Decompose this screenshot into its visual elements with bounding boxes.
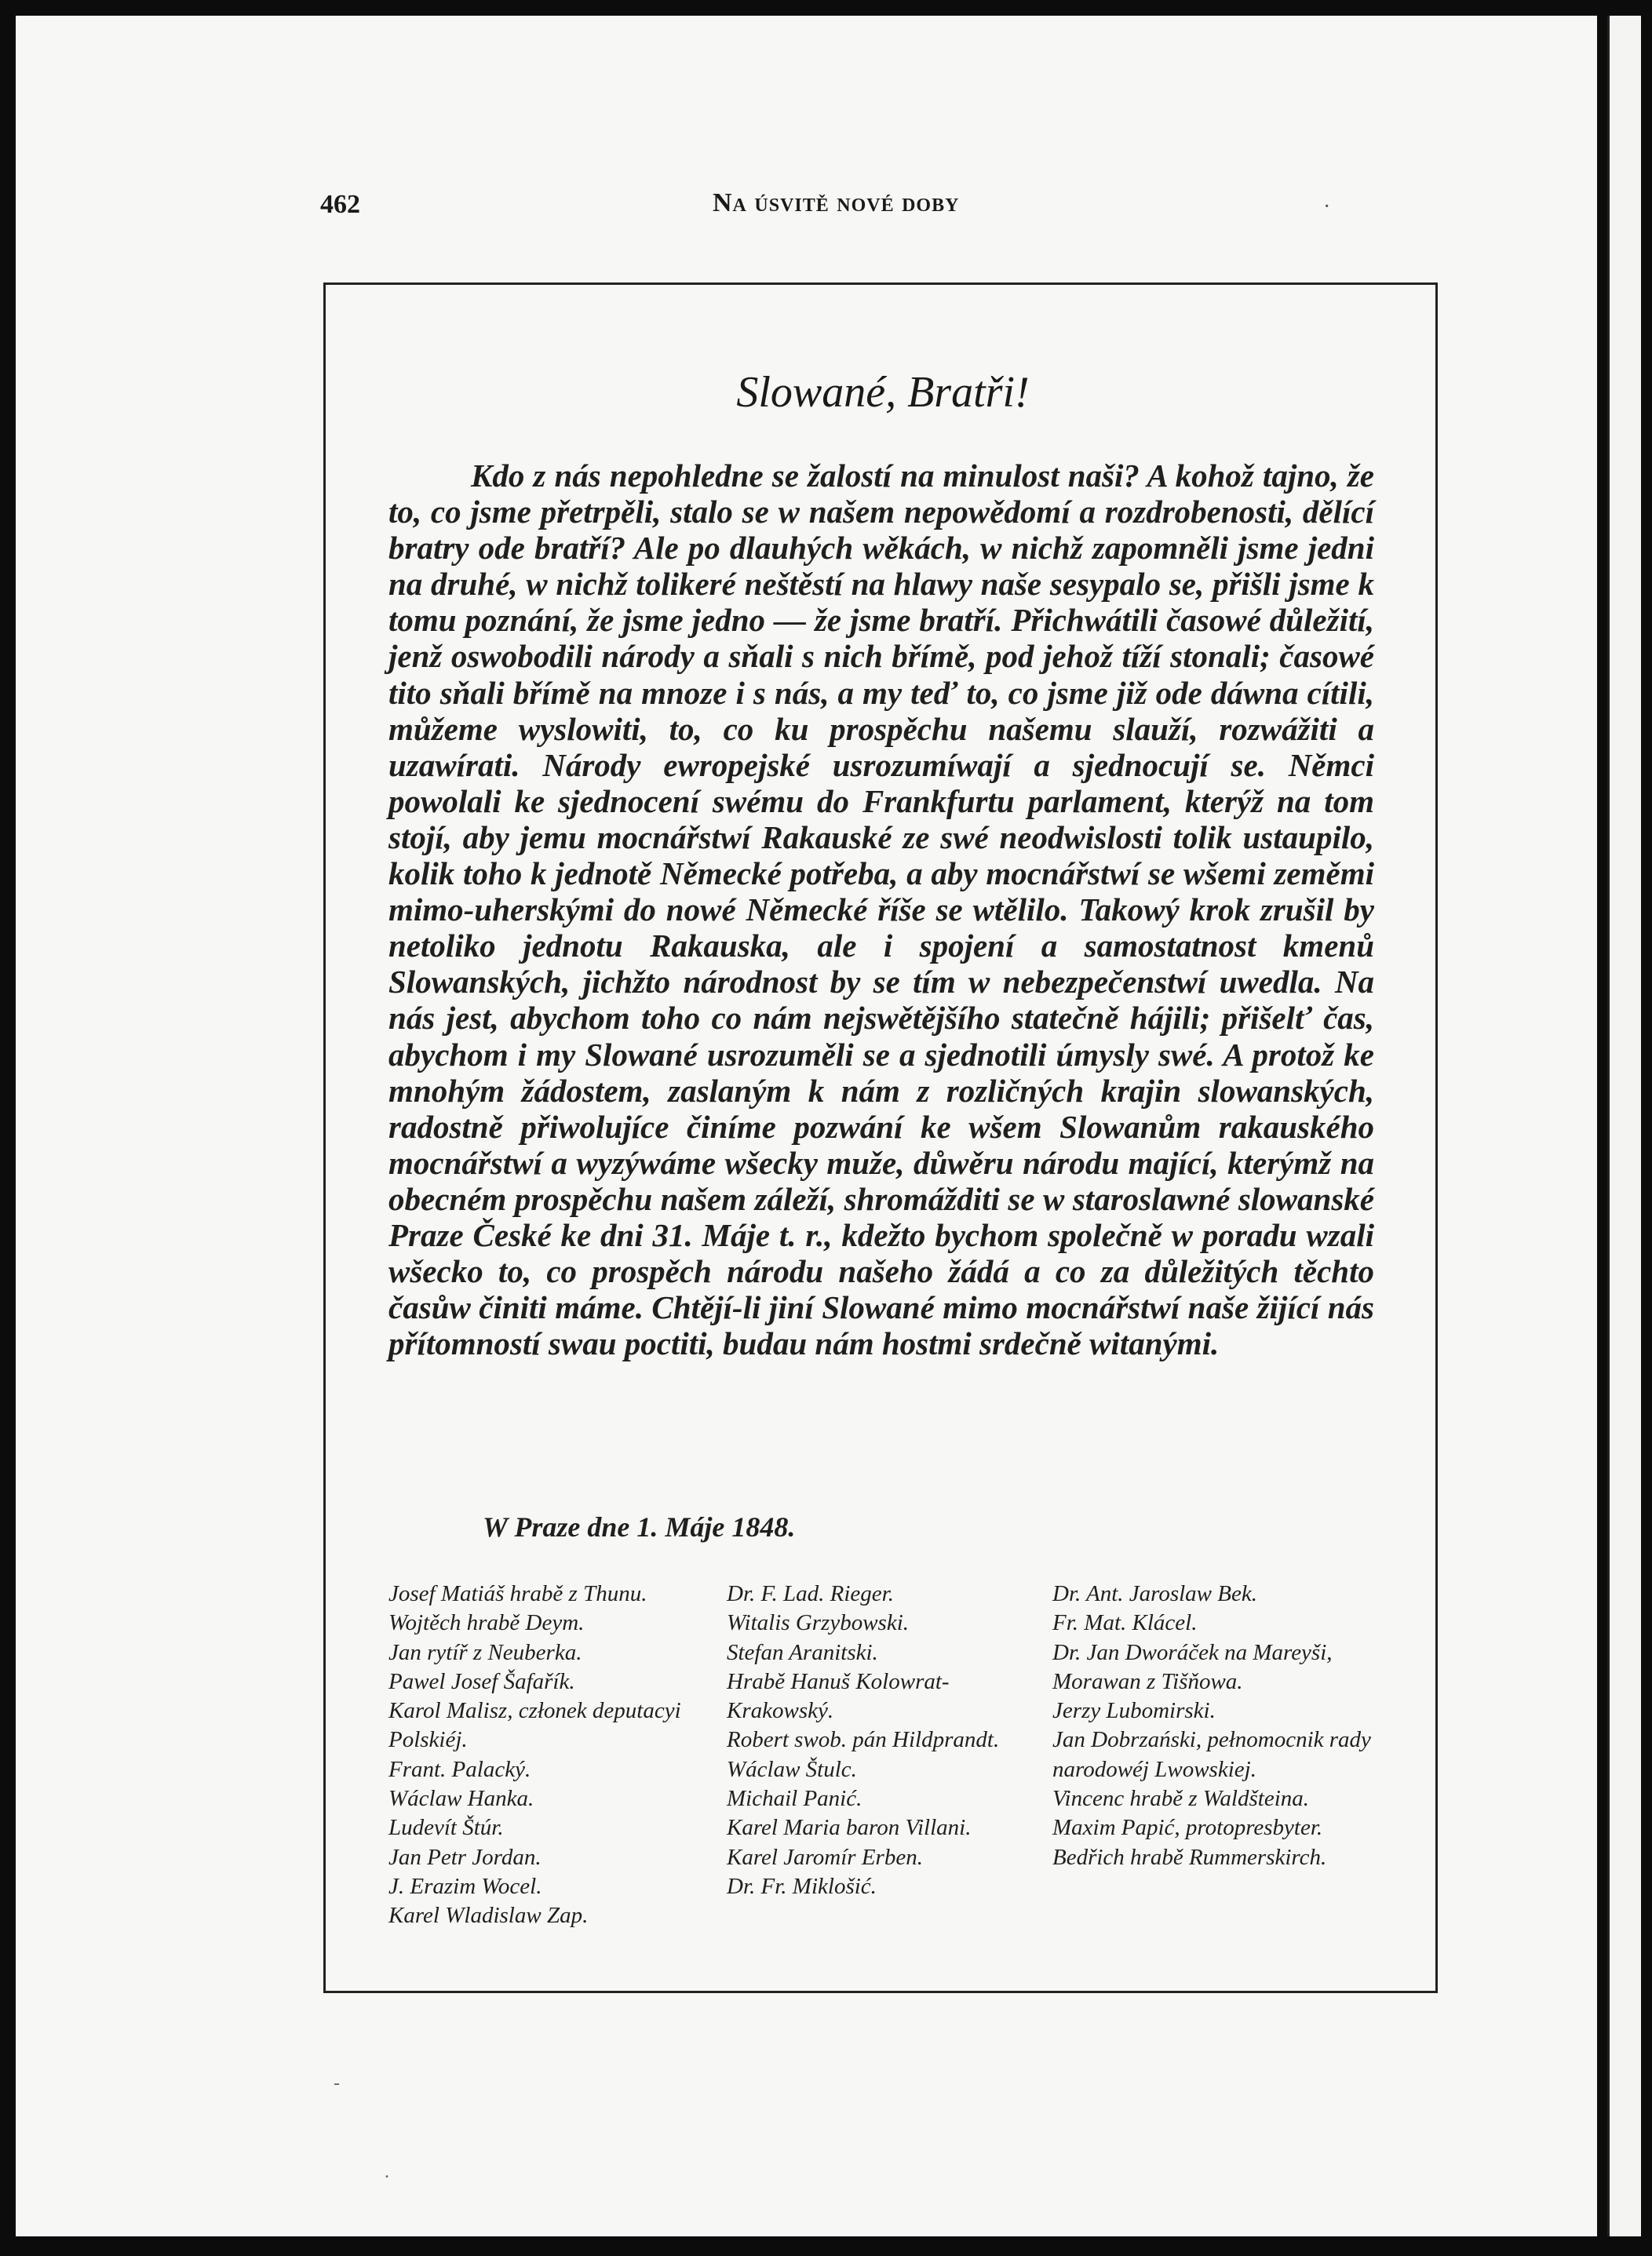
signatory: Josef Matiáš hrabě z Thunu. (388, 1581, 647, 1606)
decorative-dot: · (1323, 195, 1331, 219)
signatory: Michail Panić. (727, 1786, 862, 1812)
book-page (16, 16, 1597, 2236)
dateline: W Praze dne 1. Máje 1848. (483, 1511, 796, 1543)
signatories-column-1 (388, 1580, 709, 1931)
proclamation-frame (323, 282, 1438, 1993)
signatories-column-3 (1052, 1580, 1385, 1931)
signatory: Wáclaw Hanka. (388, 1786, 534, 1812)
signatory: Wojtěch hrabě Deym. (388, 1610, 585, 1636)
signatory: Maxim Papić, protopresbyter. (1052, 1815, 1323, 1841)
signatory: Wáclaw Štulc. (727, 1756, 857, 1782)
signatory: Frant. Palacký. (388, 1756, 531, 1782)
signatory: Vincenc hrabě z Waldšteina. (1052, 1786, 1310, 1812)
signatories (388, 1580, 1385, 1931)
signatory: Hrabě Hanuš Kolowrat-Krakowský. (727, 1668, 950, 1724)
signatory: J. Erazim Wocel. (388, 1873, 542, 1899)
signatory: Jan Petr Jordan. (388, 1844, 542, 1870)
signatory: Jerzy Lubomirski. (1052, 1698, 1216, 1724)
signatory: Dr. Fr. Miklošić. (727, 1873, 877, 1899)
signatory: Karel Wladislaw Zap. (388, 1903, 589, 1929)
signatory: Witalis Grzybowski. (727, 1610, 910, 1636)
signatory: Stefan Aranitski. (727, 1639, 878, 1665)
proclamation-heading: Slowané, Bratři! (736, 368, 1030, 417)
proclamation-body: Kdo z nás nepohledne se žalostí na minulost naši? A kohož tajno, že to, co jsme přetrpěli, stalo se w našem nepowědomí a rozdrobenosti, dělící bratry ode bratří? Ale po dlauhých wěkách, w nichž zapomněli jsme jedni na druhé, w nichž tolikeré neštěstí na hlawy naše sesypalo se, přišli jsme k tomu poznání, že jsme jedno — že jsme bratří. Přichwátili časowé důležití, jenž oswobodili národy a sňali s nich břímě, pod jehož tíží stonali; časowé tito sňali břímě na mnoze i s nás, a my teď to, co jsme již ode dáwna cítili, můžeme wyslowiti, to, co ku prospěchu našemu slauží, rozwážiti a uzawírati. Národy ewropejské usrozumíwají a sjednocují se. Němci powolali ke sjednocení swému do Frankfurtu parlament, kterýž na tom stojí, aby jemu mocnářstwí Rakauské ze swé neodwislosti tolik ustaupilo, kolik toho k jednotě Německé potřeba, a aby mocnářstwí se wšemi zeměmi mimo-uherskými do nowé Německé říše se wtělilo. Takowý krok zrušil by netoliko jednotu Rakauska, ale i spojení a samostatnost kmenů Slowanských, jichžto národnost by se tím w nebezpečenstwí uwedla. Na nás jest, abychom toho co nám nejswětějšího statečně hájili; přišelť čas, abychom i my Slowané usrozuměli se a sjednotili úmysly swé. A protož ke mnohým žádostem, zaslaným k nám z rozličných krajin slowanských, radostně přiwolujíce činíme pozwání ke wšem Slowanům rakauského mocnářstwí a wyzýwáme wšecky muže, důwěru národu mající, kterýmž na obecném prospěchu našem záleží, shromážditi se w staroslawné slowanské Praze České ke dni 31. Máje t. r., kdežto bychom společně w poradu wzali wšecko to, co prospěch národu našeho žádá a co za důležitých těchto časůw činiti máme. Chtějí-li jiní Slowané mimo mocnářstwí naše žijící nás přítomností swau poctiti, budau nám hostmi srdečně witanými. (388, 457, 1374, 1362)
signatory: Fr. Mat. Klácel. (1052, 1610, 1198, 1636)
signatory: Robert swob. pán Hildprandt. (727, 1727, 1000, 1753)
running-title: Na úsvitě nové doby (713, 188, 960, 217)
scan-speck: - (334, 2073, 340, 2094)
signatory: Dr. Ant. Jaroslaw Bek. (1052, 1581, 1257, 1606)
signatory: Karel Jaromír Erben. (727, 1844, 923, 1870)
adjacent-page-edge (1607, 16, 1641, 2236)
signatory: Bedřich hrabě Rummerskirch. (1052, 1844, 1327, 1870)
scan-speck: . (385, 2162, 389, 2182)
signatory: Dr. F. Lad. Rieger. (727, 1581, 894, 1606)
signatory: Karel Maria baron Villani. (727, 1815, 972, 1841)
signatory: Karol Malisz, członek deputacyi Polskiéj. (388, 1698, 681, 1753)
signatory: Ludevít Štúr. (388, 1815, 504, 1841)
signatory: Jan Dobrzański, pełnomocnik rady narodowéj Lwowskiej. (1052, 1727, 1371, 1782)
signatory: Dr. Jan Dworáček na Mareyši, Morawan z Tišňowa. (1052, 1639, 1333, 1694)
signatory: Jan rytíř z Neuberka. (388, 1639, 582, 1665)
signatories-column-2 (727, 1580, 1034, 1931)
page-number: 462 (320, 190, 360, 219)
signatory: Pawel Josef Šafařík. (388, 1668, 575, 1694)
